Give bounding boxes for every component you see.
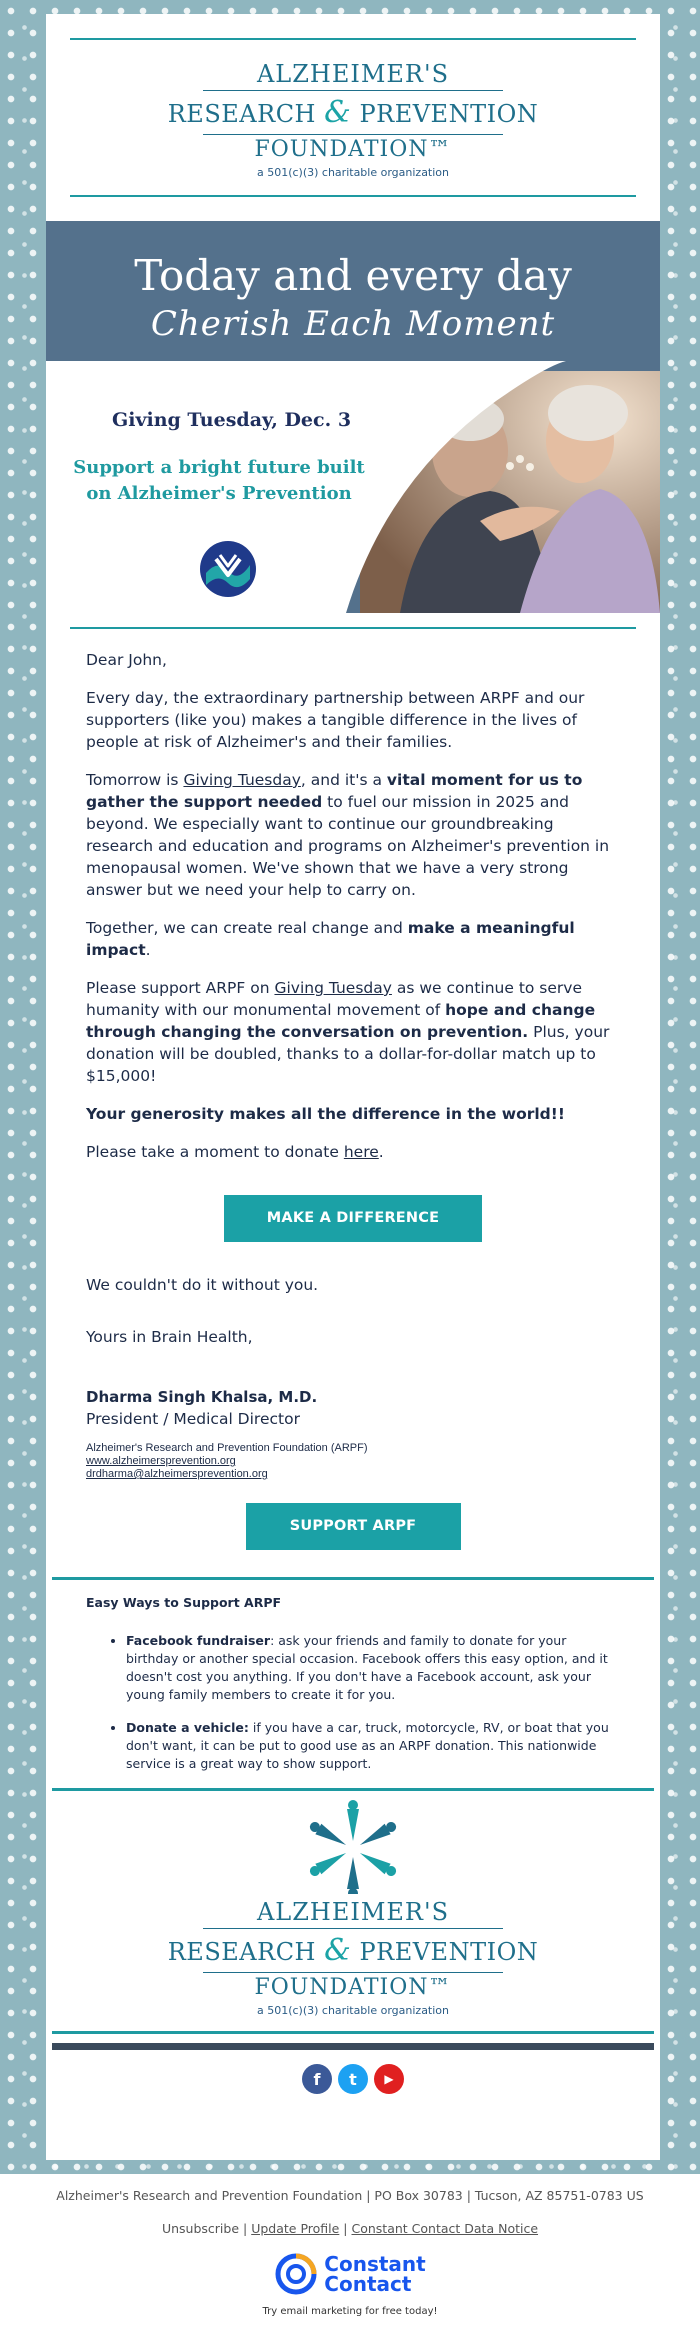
arpf-logo-footer[interactable]: ALZHEIMER'S RESEARCH & PREVENTION FOUNDATION™ a 501(c)(3) charitable organization bbox=[46, 1799, 660, 2017]
cc-tagline[interactable]: Try email marketing for free today! bbox=[262, 2306, 438, 2317]
closing-line: Yours in Brain Health, bbox=[86, 1328, 253, 1346]
cc-line2: Contact bbox=[324, 2272, 412, 2296]
logo-line3: FOUNDATION™ bbox=[254, 137, 452, 162]
data-notice-link[interactable]: Constant Contact Data Notice bbox=[351, 2221, 539, 2236]
email-link[interactable]: drdharma@alzheimersprevention.org bbox=[86, 1468, 268, 1480]
paragraph-6: Please take a moment to donate here. bbox=[86, 1143, 384, 1161]
header-divider bbox=[70, 195, 636, 197]
social-top-divider bbox=[52, 2031, 654, 2034]
youtube-icon[interactable]: ▶ bbox=[374, 2064, 404, 2094]
hero-title: Today and every day bbox=[134, 251, 572, 300]
arpf-logo[interactable] bbox=[46, 60, 660, 179]
logo-line2b: PREVENTION bbox=[359, 100, 539, 128]
logo-amp: & bbox=[324, 95, 352, 130]
giving-tuesday-link[interactable]: Giving Tuesday bbox=[183, 771, 301, 789]
greeting: Dear John, bbox=[86, 651, 167, 669]
footer-address: Alzheimer's Research and Prevention Foundation | PO Box 30783 | Tucson, AZ 85751-0783 US bbox=[56, 2188, 644, 2203]
arpf-star-people-icon bbox=[298, 1799, 408, 1894]
logo-line2a: RESEARCH bbox=[167, 100, 316, 128]
page-footer bbox=[0, 2174, 700, 2334]
website-link[interactable]: www.alzheimersprevention.org bbox=[86, 1455, 236, 1467]
cc-line1: Constant bbox=[324, 2252, 426, 2276]
support-arpf-button[interactable]: SUPPORT ARPF bbox=[246, 1503, 461, 1550]
social-links bbox=[46, 2050, 660, 2094]
donate-here-link[interactable]: here bbox=[343, 1143, 379, 1161]
easy-ways-section bbox=[46, 1580, 660, 1773]
facebook-icon[interactable]: f bbox=[302, 2064, 332, 2094]
signature-name: Dharma Singh Khalsa, M.D. bbox=[86, 1388, 318, 1406]
easy-ways-heading: Easy Ways to Support ARPF bbox=[86, 1595, 282, 1610]
top-divider bbox=[70, 38, 636, 40]
logo-line1: ALZHEIMER'S bbox=[256, 60, 450, 88]
paragraph-2: Tomorrow is Giving Tuesday, and it's a vital moment for us to gather the support needed to fuel our mission in 2025 and beyond. We especially want to continue our groundbreaking research and education and programs on Alzheimer's prevention in menopausal women. We've shown that we have a very strong answer but we need your help to carry on. bbox=[86, 771, 610, 899]
list-item: • Donate a vehicle: if you have a car, truck, motorcycle, RV, or boat that you don't want, it can be put to good use as an ARPF donation. This nationwide service is a great way to show support. bbox=[126, 1719, 620, 1773]
signature-org: Alzheimer's Research and Prevention Foundation (ARPF) bbox=[86, 1442, 368, 1454]
footer-links: Unsubscribe | Update Profile | Constant Contact Data Notice bbox=[161, 2221, 539, 2236]
giving-tuesday-date: Giving Tuesday, Dec. 3 bbox=[112, 409, 352, 431]
update-profile-link[interactable]: Update Profile bbox=[251, 2221, 340, 2236]
paragraph-3: Together, we can create real change and make a meaningful impact. bbox=[86, 919, 575, 959]
giving-tuesday-link-2[interactable]: Giving Tuesday bbox=[274, 979, 392, 997]
dark-bar bbox=[52, 2043, 654, 2050]
giving-tuesday-globe-icon bbox=[198, 539, 258, 599]
make-a-difference-button[interactable]: MAKE A DIFFERENCE bbox=[224, 1195, 482, 1242]
letter-body bbox=[46, 629, 660, 1550]
unsubscribe-link[interactable]: Unsubscribe bbox=[161, 2221, 240, 2236]
constant-contact-logo[interactable] bbox=[0, 2252, 700, 2296]
paragraph-5: Your generosity makes all the difference in the world!! bbox=[86, 1105, 565, 1123]
hero-script: Cherish Each Moment bbox=[150, 304, 556, 344]
hero-banner[interactable] bbox=[46, 221, 660, 613]
list-item: • Facebook fundraiser: ask your friends and family to donate for your birthday or another special occasion. Facebook offers this easy option, and it doesn't cost you anything. If you don't have a Facebook account, ask your young family members to create it for you. bbox=[126, 1632, 620, 1704]
twitter-icon[interactable]: t bbox=[338, 2064, 368, 2094]
footer-logo-line1: ALZHEIMER'S bbox=[256, 1898, 450, 1926]
signature-title: President / Medical Director bbox=[86, 1410, 300, 1428]
logo-tagline: a 501(c)(3) charitable organization bbox=[256, 166, 450, 179]
footer-logo-area bbox=[46, 1791, 660, 2031]
email-header bbox=[46, 14, 660, 221]
email-card bbox=[46, 14, 660, 2160]
paragraph-4: Please support ARPF on Giving Tuesday as we continue to serve humanity with our monumental movement of hope and change through changing the conversation on prevention. Plus, your donation will be doubled, thanks to a dollar-for-dollar match up to $15,000! bbox=[86, 979, 610, 1085]
hero-support-text: Support a bright future built on Alzheimer's Prevention bbox=[73, 457, 365, 504]
constant-contact-icon bbox=[274, 2252, 318, 2296]
thanks-line: We couldn't do it without you. bbox=[86, 1276, 319, 1294]
signature-block bbox=[86, 1442, 620, 1481]
paragraph-1: Every day, the extraordinary partnership between ARPF and our supporters (like you) makes a tangible difference in the lives of people at risk of Alzheimer's and their families. bbox=[86, 689, 585, 751]
